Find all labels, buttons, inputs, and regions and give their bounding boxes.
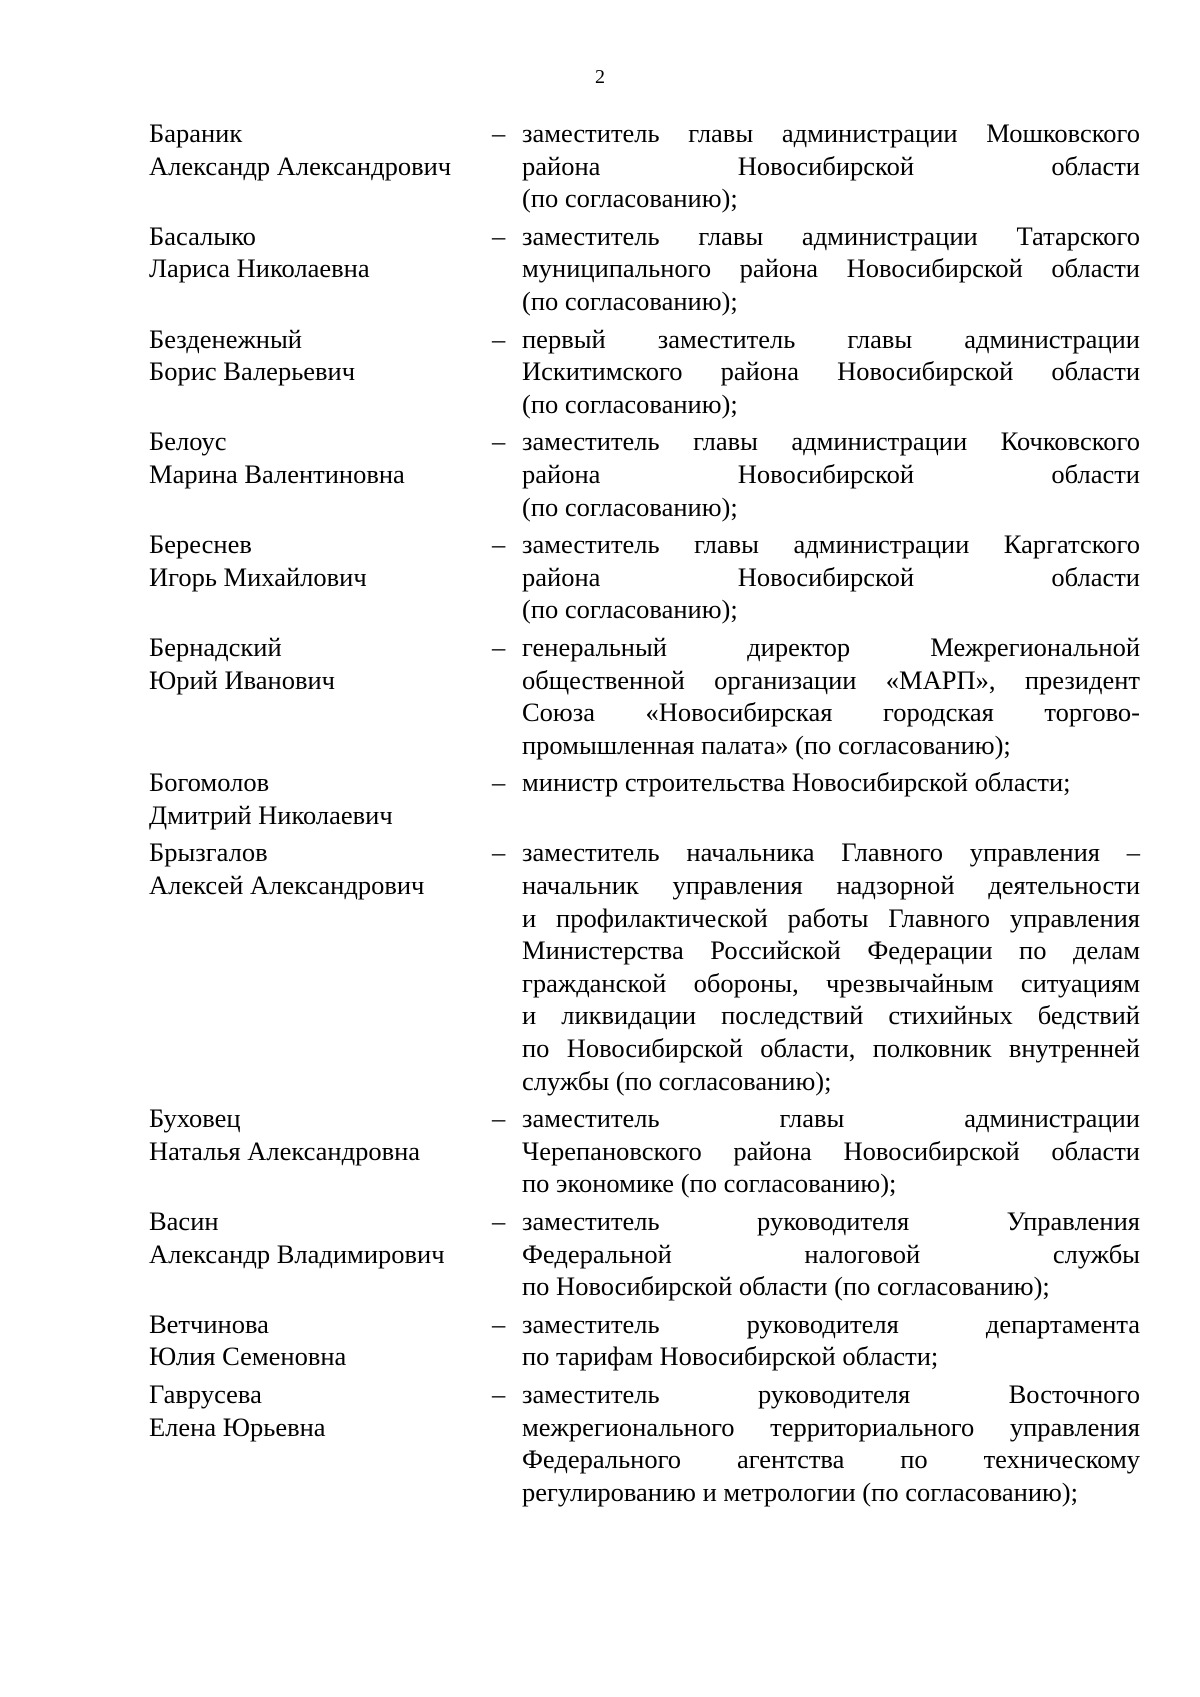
member-surname: Бернадский — [149, 631, 282, 662]
dash-separator: – — [492, 1378, 506, 1409]
position-line: по тарифам Новосибирской области; — [522, 1341, 939, 1372]
member-entry — [149, 117, 1140, 215]
position-line: начальник управления надзорной деятельности — [522, 870, 1140, 901]
position-line: по экономике (по согласованию); — [522, 1168, 897, 1199]
member-surname: Ветчинова — [149, 1308, 269, 1339]
member-position — [522, 1378, 1140, 1508]
member-name — [149, 1378, 492, 1508]
member-entry — [149, 1378, 1140, 1508]
position-line: регулированию и метрологии (по согласованию); — [522, 1476, 1078, 1507]
member-position — [522, 836, 1140, 1097]
position-line: заместитель руководителя Управления — [522, 1206, 1140, 1236]
dash-separator: – — [492, 837, 506, 868]
position-line: района Новосибирской области — [522, 458, 1140, 489]
position-line: заместитель руководителя департамента — [522, 1308, 1140, 1339]
member-given-names: Марина Валентиновна — [149, 458, 405, 489]
position-line: заместитель начальника Главного управления – — [522, 837, 1140, 868]
member-position — [522, 1308, 1140, 1373]
dash-separator: – — [492, 220, 506, 251]
member-name — [149, 323, 492, 421]
member-surname: Басалыко — [149, 220, 256, 251]
position-line: Искитимского района Новосибирской области — [522, 356, 1140, 387]
member-given-names: Александр Владимирович — [149, 1238, 445, 1269]
member-surname: Богомолов — [149, 767, 270, 798]
position-line: заместитель главы администрации Каргатского — [522, 529, 1140, 560]
member-entry — [149, 631, 1140, 761]
position-line: заместитель главы администрации Кочковского — [522, 426, 1140, 457]
member-entry — [149, 323, 1140, 421]
member-name — [149, 836, 492, 1097]
member-given-names: Дмитрий Николаевич — [149, 799, 393, 830]
position-line: министр строительства Новосибирской области; — [522, 767, 1071, 798]
position-line: генеральный директор Межрегиональной — [522, 631, 1140, 662]
member-name — [149, 1205, 492, 1303]
position-line: (по согласованию); — [522, 388, 738, 419]
position-line: (по согласованию); — [522, 491, 738, 522]
position-line: по Новосибирской области, полковник внутренней — [522, 1033, 1140, 1064]
member-surname: Гаврусева — [149, 1378, 262, 1409]
position-line: и профилактической работы Главного управления — [522, 902, 1140, 933]
member-surname: Бараник — [149, 118, 243, 148]
dash-separator: – — [492, 1308, 506, 1339]
member-given-names: Алексей Александрович — [149, 870, 425, 901]
member-surname: Буховец — [149, 1103, 241, 1134]
member-entry — [149, 1102, 1140, 1200]
member-given-names: Юрий Иванович — [149, 664, 335, 695]
position-line: Федеральной налоговой службы — [522, 1238, 1140, 1269]
member-name — [149, 528, 492, 626]
member-entry — [149, 220, 1140, 318]
member-surname: Безденежный — [149, 323, 302, 354]
dash-separator: – — [492, 767, 506, 798]
member-given-names: Лариса Николаевна — [149, 253, 370, 284]
position-line: Министерства Российской Федерации по делам — [522, 935, 1140, 966]
member-position — [522, 1102, 1140, 1200]
member-name — [149, 425, 492, 523]
dash-separator: – — [492, 323, 506, 354]
member-entry — [149, 528, 1140, 626]
member-name — [149, 220, 492, 318]
position-line: (по согласованию); — [522, 285, 738, 316]
member-name — [149, 766, 492, 831]
member-position — [522, 766, 1140, 831]
position-line: гражданской обороны, чрезвычайным ситуациям — [522, 967, 1140, 998]
position-line: Черепановского района Новосибирской области — [522, 1135, 1140, 1166]
member-entry — [149, 1205, 1140, 1303]
member-name — [149, 1102, 492, 1200]
position-line: района Новосибирской области — [522, 561, 1140, 592]
member-name — [149, 117, 492, 215]
position-line: (по согласованию); — [522, 183, 738, 214]
position-line: муниципального района Новосибирской области — [522, 253, 1140, 284]
member-surname: Береснев — [149, 529, 252, 560]
member-given-names: Юлия Семеновна — [149, 1341, 347, 1372]
position-line: заместитель руководителя Восточного — [522, 1378, 1140, 1409]
position-line: и ликвидации последствий стихийных бедствий — [522, 1000, 1140, 1031]
member-position — [522, 631, 1140, 761]
member-entry — [149, 425, 1140, 523]
member-given-names: Борис Валерьевич — [149, 356, 356, 387]
member-name — [149, 631, 492, 761]
member-position — [522, 323, 1140, 421]
position-line: промышленная палата» (по согласованию); — [522, 729, 1011, 760]
dash-separator: – — [492, 426, 506, 457]
position-line: района Новосибирской области — [522, 150, 1140, 181]
position-line: по Новосибирской области (по согласованию); — [522, 1271, 1050, 1302]
member-surname: Белоус — [149, 426, 227, 457]
position-line: (по согласованию); — [522, 594, 738, 625]
member-position — [522, 117, 1140, 215]
dash-separator: – — [492, 631, 506, 662]
member-position — [522, 220, 1140, 318]
member-surname: Брызгалов — [149, 837, 268, 868]
member-surname: Васин — [149, 1206, 219, 1236]
dash-separator: – — [492, 529, 506, 560]
member-position — [522, 425, 1140, 523]
position-line: Федерального агентства по техническому — [522, 1444, 1140, 1475]
position-line: заместитель главы администрации Мошковского — [522, 118, 1140, 148]
member-entry — [149, 1308, 1140, 1373]
dash-separator: – — [492, 1206, 506, 1236]
position-line: службы (по согласованию); — [522, 1065, 832, 1096]
member-given-names: Наталья Александровна — [149, 1135, 421, 1166]
member-list — [149, 117, 1140, 1513]
member-given-names: Елена Юрьевна — [149, 1411, 326, 1442]
page-number: 2 — [595, 66, 605, 88]
member-position — [522, 528, 1140, 626]
position-line: общественной организации «МАРП», президент — [522, 664, 1140, 695]
position-line: заместитель главы администрации Татарского — [522, 220, 1140, 251]
dash-separator: – — [492, 1103, 506, 1134]
position-line: заместитель главы администрации — [522, 1103, 1140, 1134]
position-line: Союза «Новосибирская городская торгово- — [522, 697, 1140, 728]
member-name — [149, 1308, 492, 1373]
member-entry — [149, 766, 1140, 831]
position-line: первый заместитель главы администрации — [522, 323, 1140, 354]
dash-separator: – — [492, 118, 506, 148]
member-entry — [149, 836, 1140, 1097]
position-line: межрегионального территориального управления — [522, 1411, 1140, 1442]
member-position — [522, 1205, 1140, 1303]
member-given-names: Игорь Михайлович — [149, 561, 367, 592]
member-given-names: Александр Александрович — [149, 150, 452, 181]
